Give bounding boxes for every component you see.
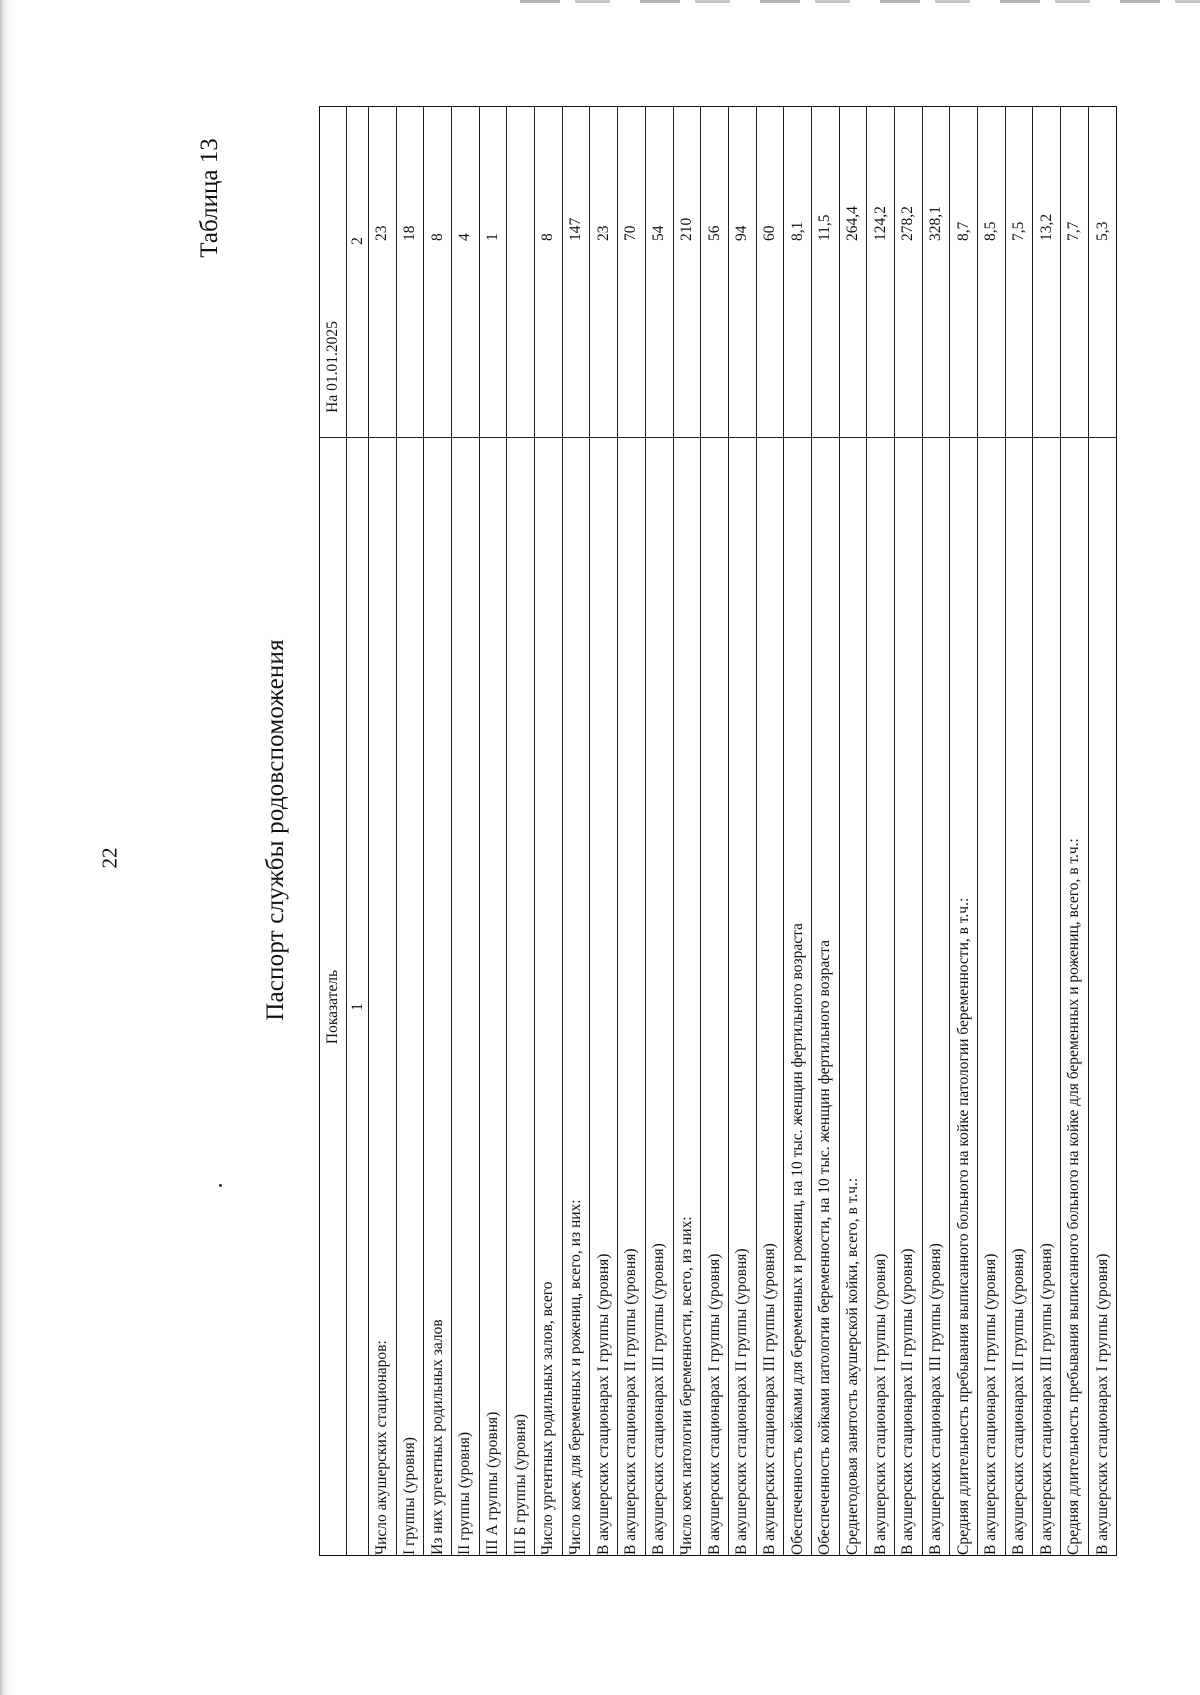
row-label: III А группы (уровня) [484,1411,502,1555]
row-value: 278,2 [899,206,917,241]
row-value: 124,2 [871,206,889,241]
row-label: В акушерских стационарах III группы (уровня) [927,1243,945,1555]
row-value: 8,5 [982,221,1000,241]
row-label: В акушерских стационарах II группы (уровня) [1010,1248,1028,1555]
table-row [424,107,452,1555]
table-row [701,107,729,1555]
table-row [618,107,646,1555]
row-value: 54 [650,225,668,241]
row-value: 264,4 [843,206,861,241]
row-label: В акушерских стационарах I группы (уровня) [705,1253,723,1555]
data-table [319,106,1117,1556]
row-label: В акушерских стационарах III группы (уровня) [760,1243,778,1555]
row-value: 60 [760,225,778,241]
row-value: 70 [622,225,640,241]
page-number: 22 [97,847,122,869]
row-label: Число ургентных родильных залов, всего [539,1281,557,1555]
row-value: 8 [428,233,446,241]
table-row [590,107,618,1555]
row-value: 1 [484,233,502,241]
row-value: 23 [594,225,612,241]
table-row [729,107,757,1555]
row-label: Число коек патологии беременности, всего, из них: [677,1216,695,1555]
row-label: В акушерских стационарах III группы (уровня) [1037,1243,1055,1555]
row-value: 11,5 [816,214,834,241]
table-row [507,107,535,1555]
table-row [1089,107,1117,1555]
index-indicator: 1 [348,1003,366,1011]
row-label: Средняя длительность пребывания выписанного больного на койке для беременных и рожениц, всего, в т.ч.: [1065,838,1083,1555]
header-indicator: Показатель [324,969,341,1045]
scan-artifact [520,0,1200,3]
table-row [535,107,563,1555]
row-label: В акушерских стационарах III группы (уровня) [650,1243,668,1555]
table-row [646,107,674,1555]
table-row [397,107,425,1555]
document-title: Паспорт службы родовспоможения [262,639,289,1021]
table-row [867,107,895,1555]
row-label: Число коек для беременных и рожениц, всего, из них: [567,1199,585,1555]
row-value: 56 [705,225,723,241]
row-value: 8,7 [954,221,972,241]
table-row [1033,107,1061,1555]
table-row [950,107,978,1555]
row-label: II группы (уровня) [456,1431,474,1555]
row-value: 328,1 [927,206,945,241]
table-row [923,107,951,1555]
row-value: 7,5 [1010,221,1028,241]
row-label: Обеспеченность койками для беременных и рожениц, на 10 тыс. женщин фертильного возраста [788,923,806,1555]
row-label: Обеспеченность койками патологии беременности, на 10 тыс. женщин фертильного возраста [816,940,834,1555]
table-row [812,107,840,1555]
table-row [480,107,508,1555]
row-value: 147 [567,217,585,241]
row-value: 13,2 [1037,213,1055,241]
table-row [784,107,812,1555]
row-label: Из них ургентных родильных залов [428,1319,446,1555]
scan-speck [219,1184,222,1187]
row-value: 5,3 [1093,221,1111,241]
table-row [1006,107,1034,1555]
table-label: Таблица 13 [196,138,223,258]
table-row [369,107,397,1555]
table-index-column [347,107,369,1555]
row-label: Среднегодовая занятость акушерской койки, всего, в т.ч.: [843,1177,861,1555]
row-label: I группы (уровня) [401,1437,418,1555]
row-label: В акушерских стационарах II группы (уровня) [622,1248,640,1555]
index-value: 2 [348,237,366,245]
row-value: 7,7 [1065,221,1083,241]
table-header-column [320,107,347,1555]
row-label: В акушерских стационарах I группы (уровня) [1093,1253,1111,1555]
row-value: 4 [456,233,474,241]
row-label: III Б группы (уровня) [511,1414,529,1555]
row-value: 210 [677,217,695,241]
row-label: В акушерских стационарах I группы (уровня) [982,1253,1000,1555]
row-label: Средняя длительность пребывания выписанного больного на койке патологии беременности, в т.ч.: [954,897,972,1555]
header-value: На 01.01.2025 [324,321,341,413]
table-row [452,107,480,1555]
row-label: В акушерских стационарах II группы (уровня) [899,1248,917,1555]
table-row [978,107,1006,1555]
row-value: 8,1 [788,221,806,241]
table-row [895,107,923,1555]
row-label: В акушерских стационарах II группы (уровня) [733,1248,751,1555]
table-row [674,107,702,1555]
table-row [563,107,591,1555]
row-value: 18 [401,225,418,241]
scan-edge [0,0,16,1695]
row-value: 8 [539,233,557,241]
table-row [1061,107,1089,1555]
row-value: 94 [733,225,751,241]
row-label: В акушерских стационарах I группы (уровня) [871,1253,889,1555]
row-value: 23 [373,225,391,241]
row-label: Число акушерских стационаров: [373,1340,391,1555]
table-row [840,107,868,1555]
table-row [757,107,785,1555]
row-label: В акушерских стационарах I группы (уровня) [594,1253,612,1555]
